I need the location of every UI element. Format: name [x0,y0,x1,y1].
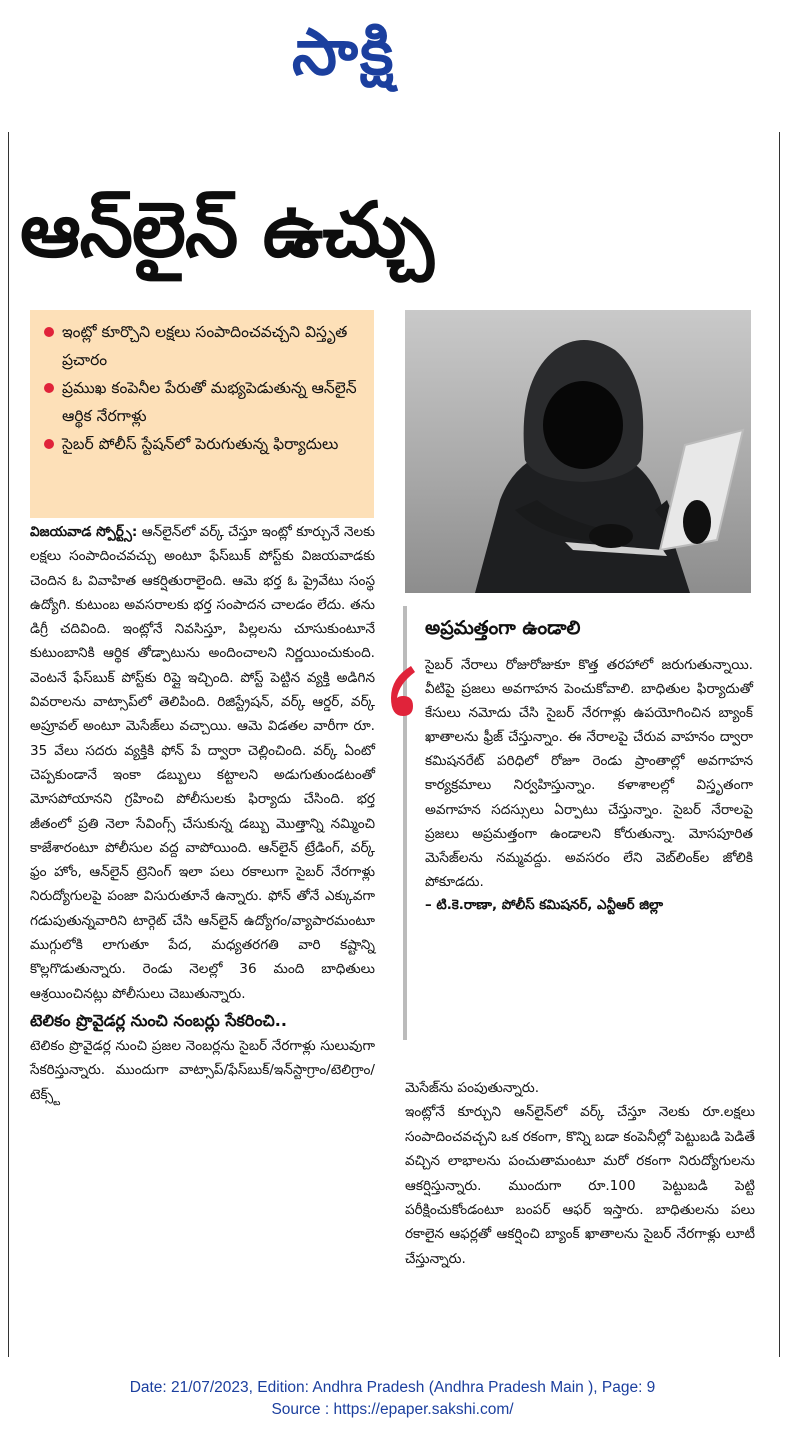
article-paragraph: మెసేజ్‌ను పంపుతున్నారు. [405,1080,540,1096]
footer-date: Date: 21/07/2023, Edition: Andhra Pradesh (Andhra Pradesh Main ), Page: 9 [129,1379,656,1396]
summary-point: ఇంట్లో కూర్చొని లక్షలు సంపాదించవచ్చని విస్తృత ప్రచారం [40,318,364,374]
masthead [0,0,785,110]
article-column-right [405,1076,755,1271]
summary-point: సైబర్ పోలీస్ స్టేషన్‌లో పెరుగుతున్న ఫిర్యాదులు [40,430,364,458]
summary-point: ప్రముఖ కంపెనీల పేరుతో మభ్యపెడుతున్న ఆన్‌లైన్ ఆర్థిక నేరగాళ్లు [40,374,364,430]
quote-title: అప్రమత్తంగా ఉండాలి [425,617,581,639]
quote-mark-icon [385,664,417,722]
hooded-hacker-photo [405,310,751,593]
dateline: విజయవాడ స్పోర్ట్స్: [30,524,138,540]
logo-text: సాక్షి [292,16,396,90]
footer-source[interactable]: Source : https://epaper.sakshi.com/ [271,1401,514,1418]
hacker-illustration [405,310,751,593]
article-paragraph: ఇంట్లోనే కూర్చుని ఆన్‌లైన్‌లో వర్క్ చేస్తూ నెలకు రూ.లక్షలు సంపాదించవచ్చని ఒక రకంగా, కొన్ని బడా కంపెనీల్లో పెట్టుబడి పెడితే వచ్చిన లాభాలను పంచుతామంటూ మరో రకంగా నిరుద్యోగులను ఆకర్షిస్తున్నారు. ముందుగా రూ.100 పెట్టుబడి పెట్టి పరీక్షించుకోండంటూ బంపర్ ఆఫర్ ఇస్తారు. బాధితులను పలు రకాలైన ఆఫర్లతో ఆకర్షించి బ్యాంక్ ఖాతాలను సైబర్ నేరగాళ్లు లూటీ చేస్తున్నారు. [405,1104,755,1267]
footer [0,1377,785,1421]
quote-attribution: – టి.కె.రాణా, పోలీస్ కమిషనర్, ఎన్టీఆర్ జిల్లా [425,897,664,913]
summary-box [30,310,374,518]
article-paragraph: విజయవాడ స్పోర్ట్స్: ఆన్‌లైన్‌లో వర్క్ చేస్తూ ఇంట్లో కూర్చునే నెలకు లక్షలు సంపాదించవచ్చు అంటూ ఫేస్‌బుక్ పోస్ట్‌కు విజయవాడకు చెందిన ఓ వివాహిత ఆకర్షితురాలైంది. ఆమె భర్త ఓ ప్రైవేటు సంస్థ ఉద్యోగి. కుటుంబ అవసరాలకు భర్త సంపాదన చాలడం లేదు. తను డిగ్రీ చదివింది. ఇంట్లోనే నివసిస్తూ, పిల్లలను చూసుకుంటూనే కుటుంబానికి ఆర్థిక తోడ్పాటును అందించాలని నిర్ణయించుకుంది. వెంటనే ఫేస్‌బుక్ పోస్ట్‌కు రిప్లై ఇచ్చింది. పోస్ట్ పెట్టిన వ్యక్తి అడిగిన వివరాలను వాట్సాప్‌లో తెలిపింది. రిజిస్ట్రేషన్, వర్క్ ఆర్డర్, వర్క్ అప్రూవల్ అంటూ మెసేజ్‌లు వచ్చాయి. ఆమె విడతల వారీగా రూ. 35 వేలు సదరు వ్యక్తికి ఫోన్ పే ద్వారా చెల్లించింది. వర్క్ ఏంటో చెప్పకుండానే ఇంకా డబ్బులు కట్టాలని అడుగుతుండటంతో మోసపోయానని గ్రహించి పోలీసులకు ఫిర్యాదు చేసింది. భర్త జీతంలో ప్రతి నెలా సేవింగ్స్ చేసుకున్న డబ్బు మొత్తాన్ని నమ్మించి కాజేశారంటూ పోలీసుల వద్ద వాపోయింది. ఆన్‌లైన్ ట్రేడింగ్, వర్క్ ఫ్రం హోం, ఆన్‌లైన్ ట్రెనింగ్ ఇలా పలు రకాలుగా సైబర్ నేరగాళ్లు నిరుద్యోగులపై పంజా విసురుతూనే ఉన్నారు. ఫోన్ తోనే ఎక్కువగా గడుపుతున్నవారిని టార్గెట్ చేసి ఆన్‌లైన్ ఉద్యోగం/వ్యాపారమంటూ ముగ్గులోకి లాగుతూ పేద, మధ్యతరగతి వారి కష్టాన్ని కొల్లగొడుతున్నారు. రెండు నెలల్లో 36 మంది బాధితులు ఆశ్రయించినట్లు పోలీసులు చెబుతున్నారు. [30,524,375,1002]
headline: ఆన్‌లైన్ ఉచ్చు [20,185,433,274]
sakshi-logo[interactable] [292,8,395,98]
bullet-icon [44,439,54,449]
article-column-left [30,520,375,1107]
subheading: టెలికం ప్రొవైడర్ల నుంచి నంబర్లు సేకరించి.. [30,1010,287,1030]
article-paragraph: టెలికం ప్రొవైడర్ల నుంచి ప్రజల నెంబర్లను సైబర్ నేరగాళ్లు సులువుగా సేకరిస్తున్నారు. ముందుగా వాట్సాప్/ఫేస్‌బుక్/ఇన్‌స్టాగ్రాం/టెలిగ్రాం/టెక్స్ట్ [30,1037,375,1103]
bullet-icon [44,327,54,337]
quote-text: సైబర్ నేరాలు రోజురోజుకూ కొత్త తరహాలో జరుగుతున్నాయి. వీటిపై ప్రజలు అవగాహన పెంచుకోవాలి. బాధితుల ఫిర్యాదుతో కేసులు నమోదు చేసి సైబర్ నేరగాళ్లు ఉపయోగించిన బ్యాంక్ ఖాతాలను ఫ్రీజ్ చేస్తున్నాం. ఈ నేరాలపై చేరువ వాహనం ద్వారా కమిషనరేట్ పరిధిలో రోజూ రెండు ప్రాంతాల్లో అవగాహన కార్యక్రమాలు నిర్వహిస్తున్నాం. కళాశాలల్లో విస్తృతంగా అవగాహన సదస్సులు ఏర్పాటు చేస్తున్నాం. సైబర్ నేరాలపై ప్రజలు అప్రమత్తంగా ఉండాలని కోరుతున్నా. మోసపూరిత మెసేజ్‌లను నమ్మవద్దు. అవసరం లేని వెబ్‌లింక్‌ల జోలికి పోకూడదు. – టి.కె.రాణా, పోలీస్ కమిషనర్, ఎన్టీఆర్ జిల్లా [425,653,753,918]
bullet-icon [44,383,54,393]
